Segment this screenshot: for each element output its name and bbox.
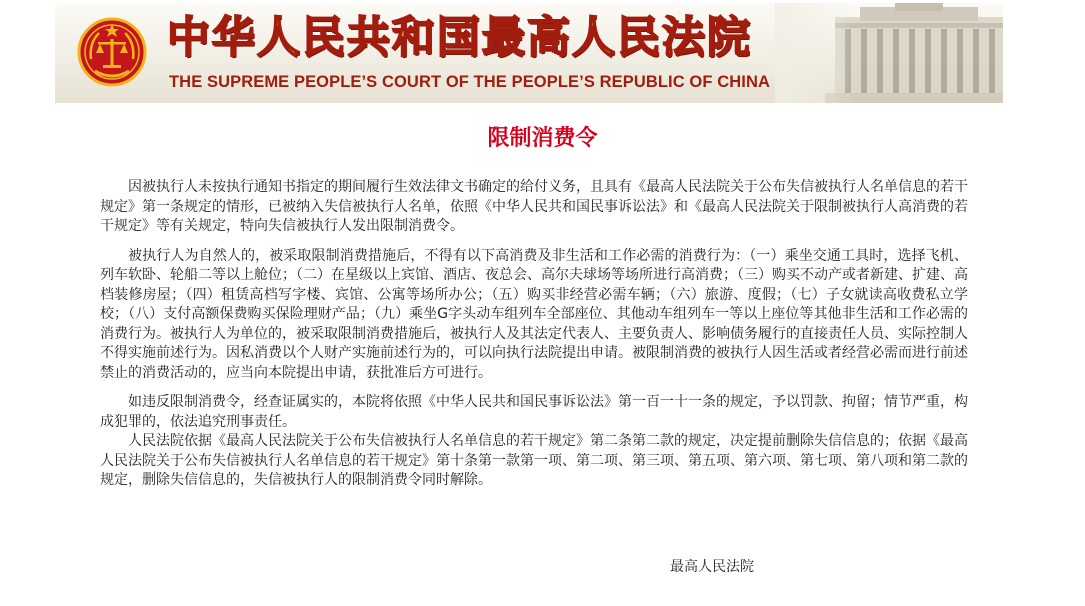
paragraph-intro: 因被执行人未按执行通知书指定的期间履行生效法律文书确定的给付义务，且具有《最高人民法院关于公布失信被执行人名单信息的若干规定》第一条规定的情形，已被纳入失信被执行人名单，依照《中华人民共和国民事诉讼法》和《最高人民法院关于限制被执行人高消费的若干规定》等有关规定，特向失信被执行人发出限制消费令。 [100, 179, 968, 234]
header-banner [55, 3, 1003, 103]
court-emblem-icon [77, 15, 147, 89]
paragraph-restrictions: 被执行人为自然人的，被采取限制消费措施后，不得有以下高消费及非生活和工作必需的消费行为：（一）乘坐交通工具时，选择飞机、列车软卧、轮船二等以上舱位；（二）在星级以上宾馆、酒店、夜总会、高尔夫球场等场所进行高消费；（三）购买不动产或者新建、扩建、高档装修房屋；（四）租赁高档写字楼、宾馆、公寓等场所办公；（五）购买非经营必需车辆；（六）旅游、度假；（七）子女就读高收费私立学校；（八）支付高额保费购买保险理财产品；（九）乘坐G字头动车组列车全部座位、其他动车组列车一等以上座位等其他非生活和工作必需的消费行为。被执行人为单位的，被采取限制消费措施后，被执行人及其法定代表人、主要负责人、影响债务履行的直接责任人员、实际控制人不得实施前述行为。因私消费以个人财产实施前述行为的，可以向执行法院提出申请。被限制消费的被执行人因生活或者经营必需而进行前述禁止的消费活动的，应当向本院提出申请，获批准后方可进行。 [100, 247, 968, 381]
paragraph-penalty: 如违反限制消费令，经查证属实的，本院将依照《中华人民共和国民事诉讼法》第一百一十一条的规定，予以罚款、拘留；情节严重，构成犯罪的，依法追究刑事责任。 [100, 394, 968, 430]
court-title-english: THE SUPREME PEOPLE’S COURT OF THE PEOPLE’S REPUBLIC OF CHINA [169, 73, 770, 91]
paragraph-release: 人民法院依据《最高人民法院关于公布失信被执行人名单信息的若干规定》第二条第二款的规定，决定提前删除失信信息的；依据《最高人民法院关于公布失信被执行人名单信息的若干规定》第十条第一款第一项、第二项、第三项、第五项、第六项、第七项、第八项和第二款的规定，删除失信信息的，失信被执行人的限制消费令同时解除。 [100, 433, 968, 488]
document-title: 限制消费令 [487, 126, 598, 151]
court-title-chinese: 中华人民共和国最高人民法院 [167, 13, 752, 63]
document-body [100, 178, 968, 491]
document-signature: 最高人民法院 [670, 559, 754, 575]
court-building-icon [775, 3, 1003, 103]
